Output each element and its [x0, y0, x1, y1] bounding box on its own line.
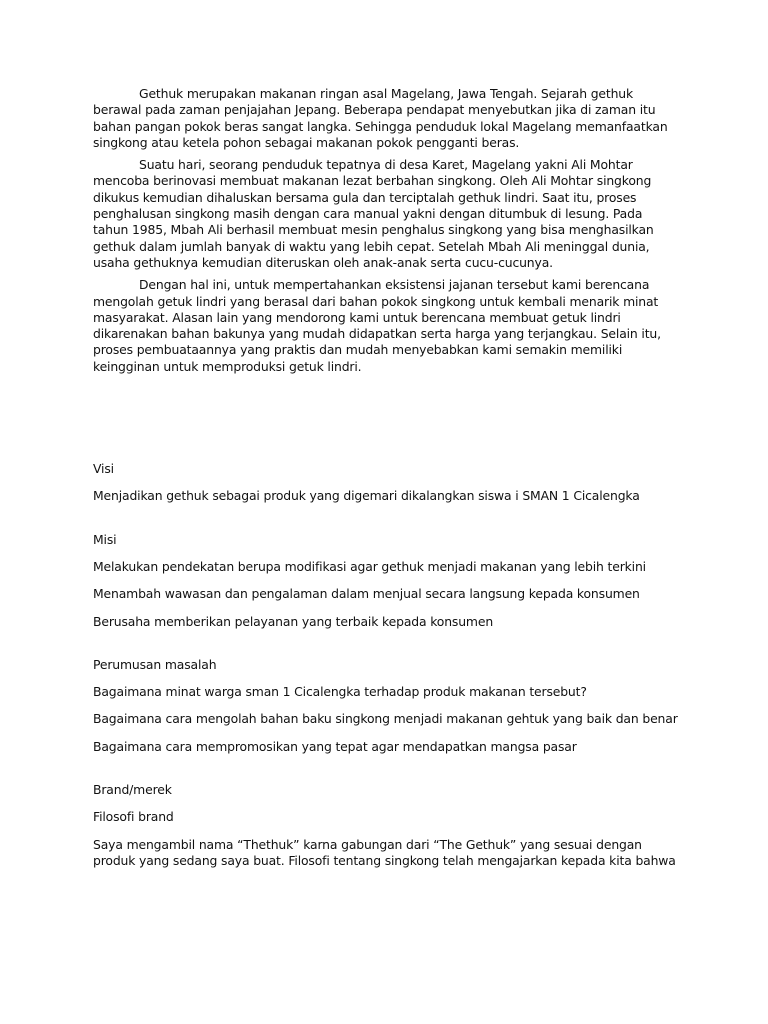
- misi-item: Menambah wawasan dan pengalaman dalam menjual secara langsung kepada konsumen: [93, 586, 640, 602]
- intro-paragraph-3: Dengan hal ini, untuk mempertahankan eksistensi jajanan tersebut kami berencana mengolah getuk lindri yang berasal dari bahan pokok singkong untuk kembali menarik minat masyarakat. Alasan lain yang mendorong kami untuk berencana membuat getuk lindri dikarenakan bahan bakunya yang mudah didapatkan serta harga yang terjangkau. Selain itu, proses pembuataannya yang praktis dan mudah menyebabkan kami semakin memiliki keingginan untuk memproduksi getuk lindri.: [93, 277, 661, 374]
- perumusan-item: Bagaimana cara mengolah bahan baku singkong menjadi makanan gehtuk yang baik dan benar: [93, 711, 678, 727]
- perumusan-heading: Perumusan masalah: [93, 656, 217, 672]
- visi-heading: Visi: [93, 461, 114, 477]
- spacer: [93, 766, 678, 782]
- brand-subheading: Filosofi brand: [93, 809, 174, 825]
- document-body: [93, 86, 678, 880]
- misi-heading: Misi: [93, 531, 117, 547]
- spacer: [93, 516, 678, 532]
- misi-item: Berusaha memberikan pelayanan yang terbaik kepada konsumen: [93, 613, 494, 629]
- intro-paragraph-1: Gethuk merupakan makanan ringan asal Magelang, Jawa Tengah. Sejarah gethuk berawal pada zaman penjajahan Jepang. Beberapa pendapat menyebutkan jika di zaman itu bahan pangan pokok beras sangat langka. Sehingga penduduk lokal Magelang memanfaatkan singkong atau ketela pohon sebagai makanan pokok pengganti beras.: [93, 86, 668, 150]
- misi-item: Melakukan pendekatan berupa modifikasi agar gethuk menjadi makanan yang lebih terkini: [93, 558, 646, 574]
- perumusan-item: Bagaimana minat warga sman 1 Cicalengka terhadap produk makanan tersebut?: [93, 684, 587, 700]
- perumusan-item: Bagaimana cara mempromosikan yang tepat agar mendapatkan mangsa pasar: [93, 738, 577, 754]
- visi-text: Menjadikan gethuk sebagai produk yang digemari dikalangkan siswa i SMAN 1 Cicalengka: [93, 488, 640, 504]
- spacer: [93, 381, 678, 461]
- brand-text: Saya mengambil nama “Thethuk” karna gabungan dari “The Gethuk” yang sesuai dengan produk yang sedang saya buat. Filosofi tentang singkong telah mengajarkan kepada kita bahwa: [93, 836, 676, 868]
- spacer: [93, 641, 678, 657]
- brand-heading: Brand/merek: [93, 782, 172, 798]
- intro-paragraph-2: Suatu hari, seorang penduduk tepatnya di desa Karet, Magelang yakni Ali Mohtar mencoba berinovasi membuat makanan lezat berbahan singkong. Oleh Ali Mohtar singkong dikukus kemudian dihaluskan bersama gula dan terciptalah gethuk lindri. Saat itu, proses penghalusan singkong masih dengan cara manual yakni dengan ditumbuk di lesung. Pada tahun 1985, Mbah Ali berhasil membuat mesin penghalus singkong yang bisa menghasilkan gethuk dalam jumlah banyak di waktu yang lebih cepat. Setelah Mbah Ali meninggal dunia, usaha gethuknya kemudian diteruskan oleh anak-anak serta cucu-cucunya.: [93, 157, 654, 270]
